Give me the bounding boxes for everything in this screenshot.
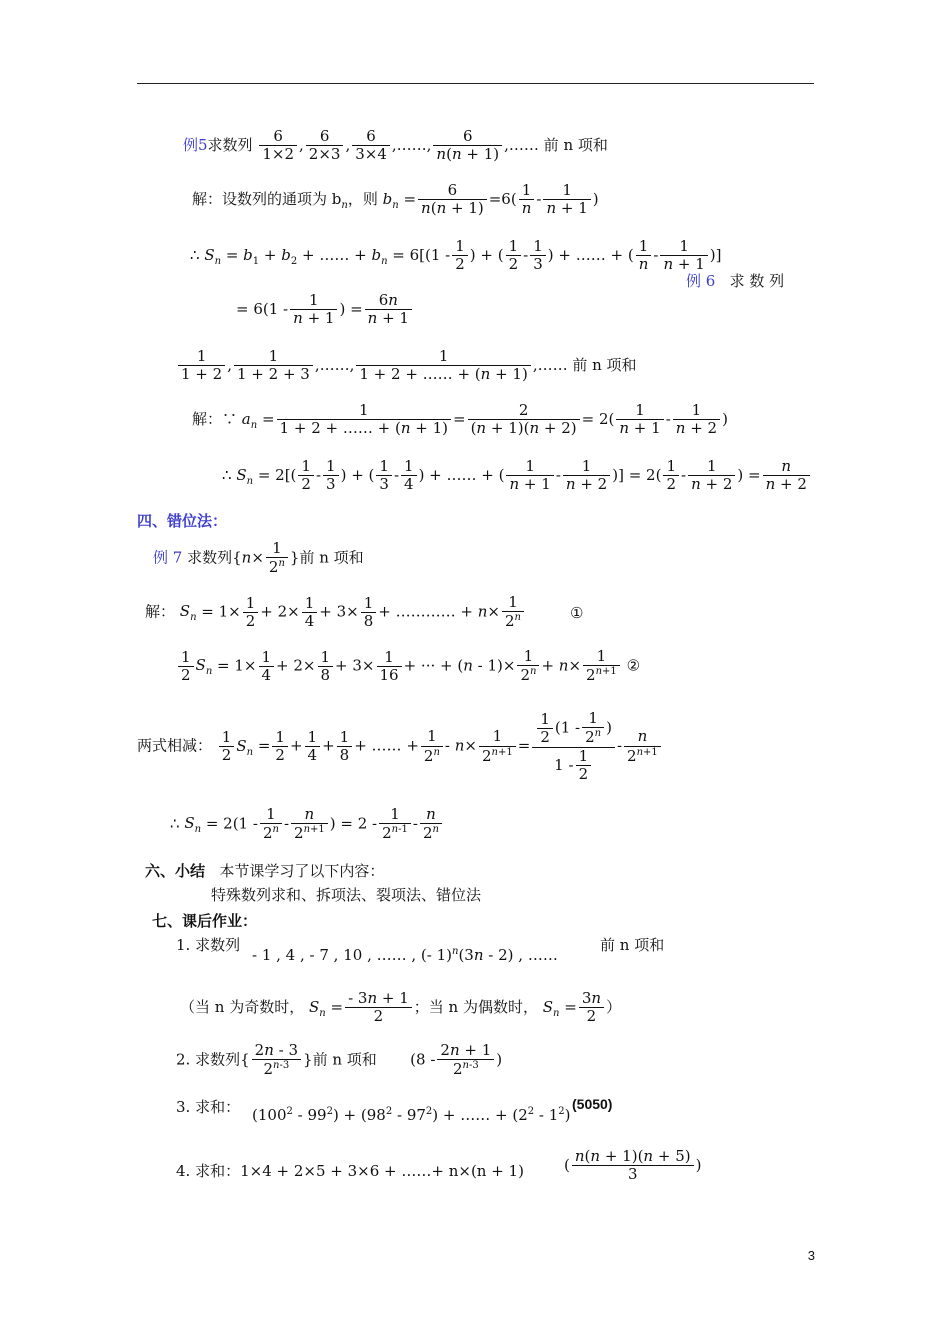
example-5-solution: 解：设数列的通项为 $b_n$，则 $b_n$ = $\frac{6}{n(n + 1)}$ =6( $\frac{1}{n}$ - $\frac{1}{n + 1}$ ) <box>192 181 599 218</box>
section-4-title: 四、错位法： <box>137 512 228 530</box>
example-5-result: = 6(1 - $\frac{1}{n + 1}$ ) = $\frac{6n}{n + 1}$ <box>236 292 414 328</box>
homework-3-number: 3. <box>176 1098 191 1116</box>
homework-2-text: 求数列 <box>195 1050 241 1069</box>
example-5-sum: ∴ $S_n = b_1 + b_2$ + …… + $b_n = 6[(1$ - $\frac{1}{2}$ ) + ( $\frac{1}{2}$ - $\frac{1}{3}$ ) + …… + ( $\frac{1}{n}$ - $\frac{1}{n + 1}$ )] <box>190 237 722 274</box>
example-5-solution-mid: ，则 <box>347 189 378 208</box>
homework-1-note-c: ） <box>606 997 622 1016</box>
homework-4 <box>176 1160 524 1181</box>
example-5-tail: 前 n 项和 <box>543 135 608 154</box>
example-5-label: 例5 <box>183 135 208 154</box>
homework-1-note-b: ；当 n 为偶数时， <box>413 997 538 1016</box>
homework-2-number: 2. <box>176 1050 191 1069</box>
example-7-result: ∴ $S_n = 2(1$ - $\frac{1}{2^n}$ - $\frac{n}{2^{n+1}}$ ) = 2 - $\frac{1}{2^{n-1}}$ - $\frac{n}{2^n}$ <box>170 806 444 843</box>
homework-1-note: （当 n 为奇数时， $S_n$ = $\frac{- 3n + 1}{2}$ ；当 n 为偶数时， $S_n$ = $\frac{3n}{2}$ ） <box>180 989 622 1026</box>
example-6-tail: 前 n 项和 <box>572 355 637 374</box>
example-6-text: 求 数 列 <box>729 272 785 290</box>
example-7-tail: 前 n 项和 <box>299 548 364 567</box>
homework-2-tail: 前 n 项和 <box>312 1050 377 1069</box>
homework-2: 2. 求数列{ $\frac{2n - 3}{2^{n-3}}$ }前 n 项和 (8 - $\frac{2n + 1}{2^{n-3}}$ ) <box>176 1041 503 1079</box>
section-6-text: 本节课学习了以下内容： <box>219 862 385 880</box>
section-7-title: 七、课后作业： <box>152 912 258 930</box>
header-rule <box>137 83 814 84</box>
homework-4-number: 4. <box>176 1162 191 1180</box>
example-6-sum: ∴ $S_n = 2$[( $\frac{1}{2}$ - $\frac{1}{3}$ ) + ( $\frac{1}{3}$ - $\frac{1}{4}$ ) + …… + ( $\frac{1}{n + 1}$ - $\frac{1}{n + 2}$ )] = 2( $\frac{1}{2}$ - $\frac{1}{n + 2}$ ) = $\frac{n}{n + 2}$ <box>222 458 812 494</box>
example-5-lead: 求数列 <box>207 135 253 154</box>
example-6-statement: $\frac{1}{1 + 2}$ , $\frac{1}{1 + 2 + 3}$ ,……, $\frac{1}{1 + 2 + \dots\dots + (n + 1)}$ ,…… 前 n 项和 <box>176 348 637 384</box>
homework-3-expression: $(100^2 - 99^2) + (98^2 - 97^2)$ + …… + $(2^2 - 1^2)$ <box>252 1106 571 1124</box>
example-7-solution-label: 解： <box>145 602 176 621</box>
homework-3-text: 求和： <box>195 1098 241 1116</box>
section-6-list: 特殊数列求和、拆项法、裂项法、错位法 <box>211 886 482 904</box>
subtract-label: 两式相减： <box>137 736 213 755</box>
homework-4-answer: ( $\frac{n(n + 1)(n + 5)}{3}$ ) <box>564 1147 702 1184</box>
circled-two: ② <box>626 656 641 675</box>
homework-3 <box>176 1096 240 1117</box>
example-7-eq1: 解： $S_n = 1\times$ $\frac{1}{2}$ + 2× $\frac{1}{4}$ + 3× $\frac{1}{8}$ + ………… + n× $\frac{1}{2^n}$ <box>145 594 526 631</box>
example-6-solution-label: 解：∵ <box>192 409 238 428</box>
homework-1-sequence: - 1 , 4 , - 7 , 10 , …… , (- 1)$^n$(3n - 2) , …… <box>252 946 558 964</box>
example-5-statement: 例5求数列 $\frac{6}{1\times 2}$ , $\frac{6}{2\times 3}$ , $\frac{6}{3\times 4}$ ,……, $\frac{6}{n(n + 1)}$ ,…… 前 n 项和 <box>183 127 608 164</box>
example-6-solution: 解：∵ $a_n$ = $\frac{1}{1 + 2 + \dots\dots + (n + 1)}$ = $\frac{2}{(n + 1)(n + 2)}$ = 2( $\frac{1}{n + 1}$ - $\frac{1}{n + 2}$ ) <box>192 401 728 438</box>
homework-3-answer: (5050) <box>572 1096 613 1112</box>
circled-one: ① <box>570 604 584 622</box>
homework-1-note-a: （当 n 为奇数时， <box>180 997 305 1016</box>
homework-1-number: 1. <box>176 936 191 954</box>
homework-4-text: 求和：1×4 + 2×5 + 3×6 + ……+ n×(n + 1) <box>195 1162 524 1180</box>
example-7-eq2: $\frac{1}{2}$ $S_n = 1\times$ $\frac{1}{4}$ + 2× $\frac{1}{8}$ + 3× $\frac{1}{16}$ + ··· + (n - 1)× $\frac{1}{2^n}$ + n× $\frac{1}{2^{n+1}}$ ② <box>176 648 640 685</box>
example-7-label: 例 7 <box>153 548 183 567</box>
section-6-title: 六、小结 <box>145 862 206 880</box>
example-5-solution-label: 解：设数列的通项为 b <box>192 189 342 208</box>
section-6 <box>145 860 384 881</box>
example-6-label: 例 6 <box>686 272 716 290</box>
example-7-text: 求数列 <box>187 548 233 567</box>
page-number: 3 <box>807 1248 815 1263</box>
homework-1 <box>176 934 240 955</box>
example-7-statement: 例 7 求数列{n× $\frac{1}{2^n}$ }前 n 项和 <box>153 539 364 577</box>
example-6-heading <box>686 270 784 291</box>
example-7-subtract: 两式相减： $\frac{1}{2}$ $S_n$ = $\frac{1}{2}$ + $\frac{1}{4}$ + $\frac{1}{8}$ + …… + $\frac{1}{2^n}$ - n× $\frac{1}{2^{n+1}}$ = $\frac{1}{2}$ (1 - $\frac{1}{2^n}$ ) 1 - $\frac{1}{2}$ - $\frac{n}{2^{n+1}}$ <box>137 710 663 783</box>
homework-1-text: 求数列 <box>195 936 241 954</box>
homework-1-tail: 前 n 项和 <box>600 936 665 954</box>
